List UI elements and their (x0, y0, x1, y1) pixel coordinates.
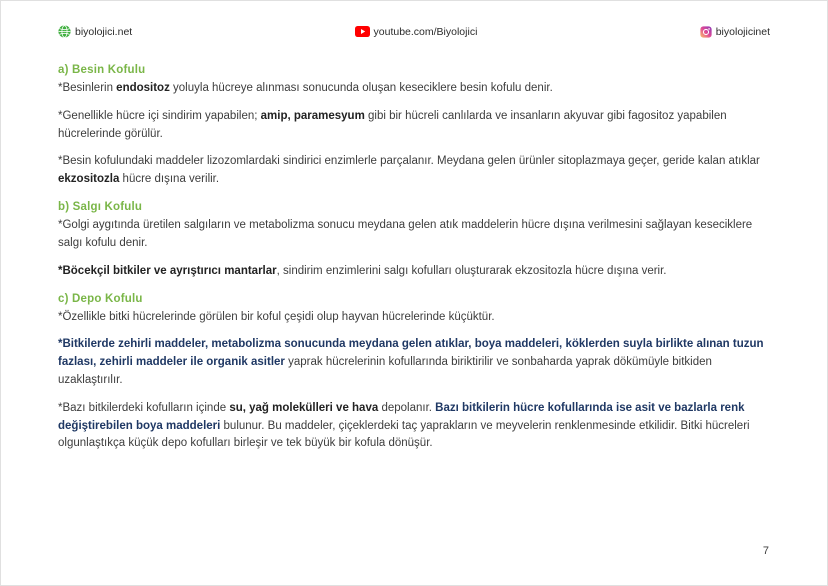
header-youtube-label: youtube.com/Biyolojici (373, 25, 478, 38)
text-run: *Genellikle hücre içi sindirim yapabilen; (58, 109, 261, 122)
text-run: depolanır. (378, 401, 436, 414)
paragraph (58, 108, 770, 144)
header-website-label: biyolojici.net (75, 25, 133, 38)
text-run: *Bitkilerde zehirli maddeler, metabolizma sonucunda meydana gelen atıklar, boya maddeleri, köklerden suyla birlikte alınan tuzun fazlası, zehirli maddeler ile organik asitler (58, 338, 764, 369)
page-header (1, 1, 827, 38)
paragraph (58, 80, 770, 98)
header-link-instagram[interactable] (700, 26, 770, 38)
paragraph (58, 309, 770, 327)
text-run: bulunur. Bu maddeler, çiçeklerdeki taç yaprakların ve meyvelerin renklenmesinde etkilidir. Bitki hücreleri olgunlaştıkça küçük depo kofulları birleşir ve tek büyük bir kofula dönüşür. (58, 419, 750, 450)
paragraph (58, 263, 770, 281)
text-run: endositoz (116, 82, 170, 94)
paragraph (58, 336, 770, 389)
section-heading: c) Depo Kofulu (58, 292, 143, 305)
header-instagram-label: biyolojicinet (715, 25, 770, 38)
section-heading: b) Salgı Kofulu (58, 201, 143, 214)
text-run: *Besinlerin (58, 82, 117, 94)
header-link-website[interactable] (58, 25, 132, 38)
paragraph (58, 217, 770, 253)
text-run: , sindirim enzimlerini salgı kofulları oluşturarak ekzositozla hücre dışına verir. (276, 264, 667, 277)
text-run: ekzositozla (58, 173, 120, 186)
text-run: su, yağ molekülleri ve hava (229, 401, 379, 414)
text-run: Bazı bitkilerin hücre kofullarında ise asit ve bazlarla renk değiştirebilen boya maddeleri (58, 401, 745, 432)
text-run: gibi bir hücreli canlılarda ve insanların akyuvar gibi fagositoz yapabilen hücrelerinde görülür. (58, 109, 727, 140)
text-run: yoluyla hücreye alınması sonucunda oluşan keseciklere besin kofulu denir. (169, 82, 553, 94)
text-run: *Besin kofulundaki maddeler lizozomlardaki sindirici enzimlerle parçalanır. Meydana gelen ürünler sitoplazmaya geçer, geride kalan atıklar (58, 155, 760, 168)
text-run: *Golgi aygıtında üretilen salgıların ve metabolizma sonucu meydana gelen atık maddelerin hücre dışına verilmesini sağlayan keseciklere salgı kofulu denir. (58, 219, 753, 249)
section-heading: a) Besin Kofulu (58, 64, 146, 76)
page-number: 7 (762, 545, 769, 557)
paragraph (58, 153, 770, 189)
text-run: amip, paramesyum (260, 109, 365, 122)
paragraph (58, 400, 770, 453)
youtube-icon (355, 26, 370, 37)
text-run: *Özellikle bitki hücrelerinde görülen bir koful çeşidi olup hayvan hücrelerinde küçüktür. (58, 310, 495, 323)
text-run: yaprak hücrelerinin kofullarında biriktirilir ve sonbaharda yaprak dökümüyle bitkiden uzaklaştırılır. (58, 356, 712, 386)
text-run: *Böcekçil bitkiler ve ayrıştırıcı mantarlar (58, 264, 277, 277)
header-link-youtube[interactable] (355, 26, 478, 38)
globe-icon (58, 25, 71, 38)
text-run: hücre dışına verilir. (119, 173, 220, 186)
instagram-icon (700, 26, 712, 38)
document-body (1, 38, 827, 453)
text-run: *Bazı bitkilerdeki kofulların içinde (58, 401, 230, 414)
